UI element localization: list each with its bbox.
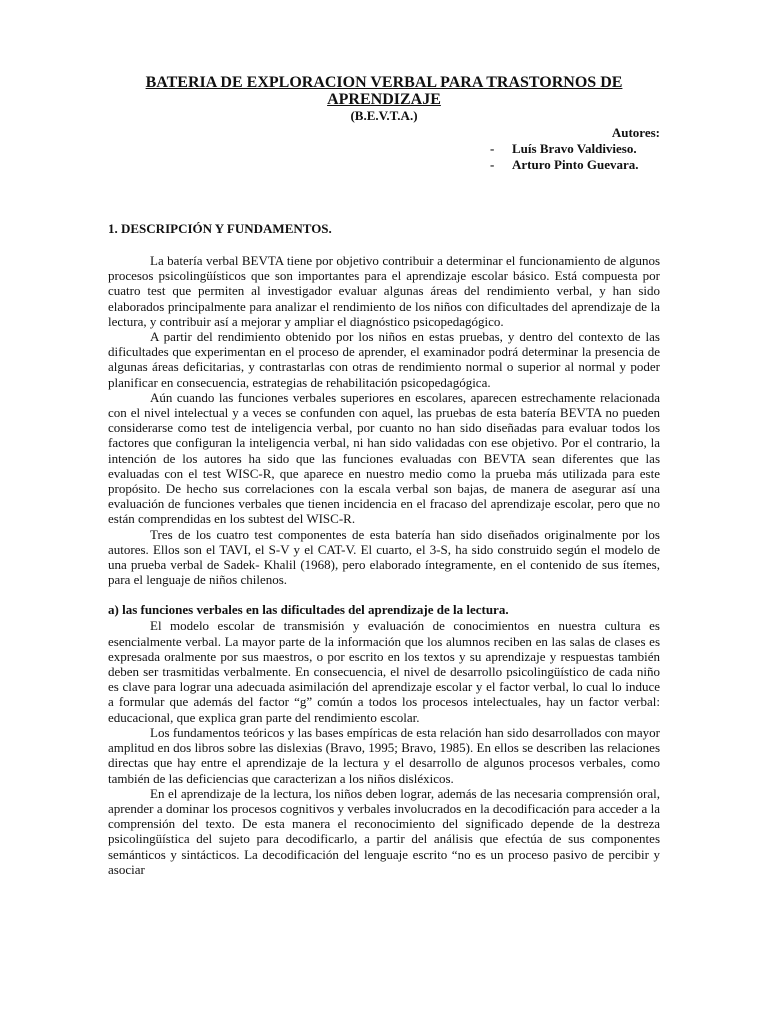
author-name: Arturo Pinto Guevara. [512,157,639,172]
document-acronym: (B.E.V.T.A.) [350,108,418,123]
paragraph: Aún cuando las funciones verbales superiores en escolares, aparecen estrechamente relacionada con el nivel intelectual y a veces se confunden con aquel, las pruebas de esta batería BEVTA no pueden considerarse como test de inteligencia verbal, por cuanto no han sido diseñadas para evaluar todos los factores que configuran la inteligencia verbal, ni han sido validadas con ese objetivo. Por el contrario, la intención de los autores ha sido que las funciones evaluadas con BEVTA sean diferentes que las evaluadas con el test WISC-R, que aparece en nuestro medio como la prueba más utilizada para este propósito. De hecho sus correlaciones con la escala verbal son bajas, de manera de asegurar así una evaluación de funciones verbales que tienen incidencia en el fracaso del aprendizaje escolar, pero que no están comprendidas en los subtest del WISC-R. [108,389,660,527]
author-item [108,157,660,173]
paragraph: En el aprendizaje de la lectura, los niños deben lograr, además de las necesaria comprensión oral, aprender a dominar los procesos cognitivos y verbales involucrados en la decodificación para acceder a la comprensión del texto. De esta manera el reconocimiento del significado depende de la destreza psicolingüística del sujeto para decodificarlo, a partir del análisis que efectúa de sus componentes semánticos y sintácticos. La decodificación del lenguaje escrito “no es un proceso pasivo de percibir y asociar [108,785,660,877]
authors-block [108,125,660,173]
paragraph: Los fundamentos teóricos y las bases empíricas de esta relación han sido desarrollados con mayor amplitud en dos libros sobre las dislexias (Bravo, 1995; Bravo, 1985). En ellos se describen las relaciones directas que hay entre el aprendizaje de la lectura y el desarrollo de algunos procesos verbales, como también de las deficiencias que caracterizan a los niños disléxicos. [108,724,660,786]
paragraph: A partir del rendimiento obtenido por los niños en estas pruebas, y dentro del contexto de las dificultades que experimentan en el proceso de aprender, el examinador podrá determinar la presencia de algunas áreas deficitarias, y contrastarlas con otras de rendimiento normal o superior al normal y poder planificar en consecuencia, estrategias de rehabilitación psicopedagógica. [108,329,660,390]
subsection-body [108,618,660,876]
paragraph: La batería verbal BEVTA tiene por objetivo contribuir a determinar el funcionamiento de algunos procesos psicolingüísticos que son importantes para el aprendizaje escolar básico. Está compuesta por cuatro test que permiten al investigador evaluar algunas áreas del rendimiento verbal, y han sido elaborados principalmente para analizar el rendimiento de los niños con dificultades del aprendizaje de la lectura, y contribuir así a mejorar y ampliar el diagnóstico psicopedagógico. [108,253,660,329]
section-heading: 1. DESCRIPCIÓN Y FUNDAMENTOS. [108,221,332,236]
author-name: Luís Bravo Valdivieso. [512,141,637,156]
section-body [108,253,660,587]
authors-label: Autores: [611,125,660,140]
subsection-heading: a) las funciones verbales en las dificultades del aprendizaje de la lectura. [108,602,509,618]
author-dash: - [490,141,495,156]
paragraph: El modelo escolar de transmisión y evaluación de conocimientos en nuestra cultura es esencialmente verbal. La mayor parte de la información que los alumnos reciben en las salas de clases es expresada oralmente por sus maestros, o por escrito en los textos y su aprendizaje y respuestas también deben ser trasmitidas verbalmente. En consecuencia, el nivel de desarrollo psicolingüístico de cada niño es clave para lograr una adecuada asimilación del aprendizaje escolar y el factor verbal, lo cual lo induce a formular que además del factor “g” común a todos los procesos intelectuales, hay un factor verbal: educacional, que explica gran parte del rendimiento escolar. [108,618,660,725]
paragraph: Tres de los cuatro test componentes de esta batería han sido diseñados originalmente por los autores. Ellos son el TAVI, el S-V y el CAT-V. El cuarto, el 3-S, ha sido construido según el modelo de una prueba verbal de Sadek- Khalil (1968), pero elaborado íntegramente, en el contenido de sus ítemes, para el lenguaje de niños chilenos. [108,526,660,588]
author-item [108,141,660,157]
author-dash: - [490,157,495,172]
document-title: BATERIA DE EXPLORACION VERBAL PARA TRASTORNOS DE APRENDIZAJE [145,74,623,108]
